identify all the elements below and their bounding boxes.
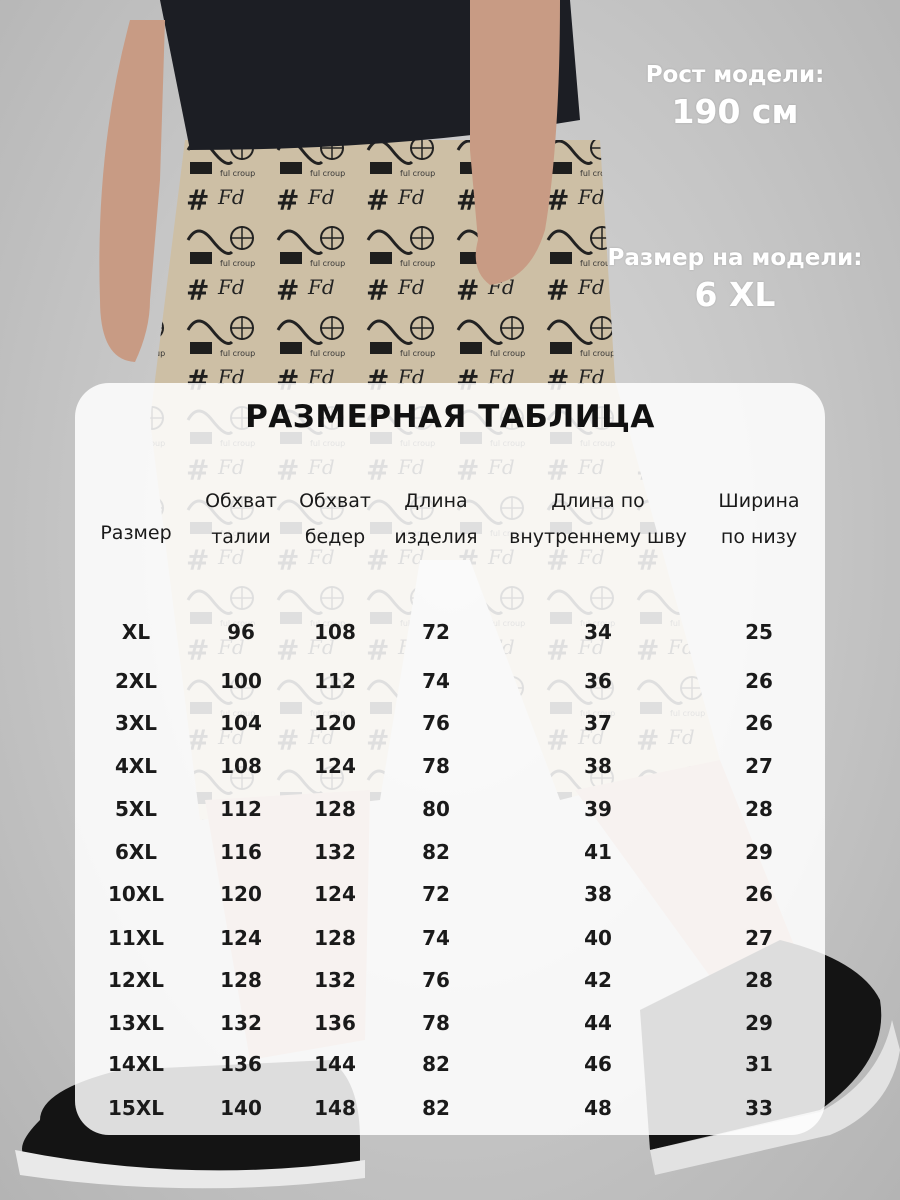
cell-size: 6XL — [114, 840, 158, 864]
header-hips — [285, 483, 385, 555]
cell-length: 80 — [422, 797, 450, 821]
cell-length: 82 — [422, 1052, 450, 1076]
header-waist — [197, 483, 285, 555]
cell-inseam: 42 — [584, 968, 612, 992]
cell-hem: 28 — [745, 797, 773, 821]
cell-size: 12XL — [108, 968, 164, 992]
header-hips-line1: Обхват — [299, 490, 371, 512]
model-size-label: Размер на модели: — [607, 245, 863, 271]
cell-hem: 28 — [745, 968, 773, 992]
cell-hem: 29 — [745, 1011, 773, 1035]
cell-inseam: 41 — [584, 840, 612, 864]
cell-length: 76 — [422, 968, 450, 992]
cell-length: 82 — [422, 840, 450, 864]
cell-length: 76 — [422, 711, 450, 735]
cell-hips: 148 — [314, 1096, 356, 1120]
cell-waist: 112 — [220, 797, 262, 821]
cell-size: 14XL — [108, 1052, 164, 1076]
header-inseam-line2: внутреннему шву — [509, 526, 687, 548]
cell-size: 13XL — [108, 1011, 164, 1035]
cell-size: 10XL — [108, 882, 164, 906]
table-row — [75, 1049, 825, 1079]
header-inseam-line1: Длина по — [551, 490, 645, 512]
model-size-value: 6 XL — [694, 275, 776, 314]
header-length — [385, 483, 487, 555]
cell-waist: 116 — [220, 840, 262, 864]
cell-inseam: 38 — [584, 882, 612, 906]
cell-size: 3XL — [114, 711, 158, 735]
cell-hem: 26 — [745, 882, 773, 906]
header-hem-line1: Ширина — [718, 490, 800, 512]
cell-hem: 26 — [745, 669, 773, 693]
cell-hips: 128 — [314, 926, 356, 950]
table-row — [75, 794, 825, 824]
cell-hem: 27 — [745, 754, 773, 778]
cell-hem: 25 — [745, 620, 773, 644]
cell-hips: 108 — [314, 620, 356, 644]
cell-length: 82 — [422, 1096, 450, 1120]
cell-size: 4XL — [114, 754, 158, 778]
cell-size: 11XL — [108, 926, 164, 950]
cell-hem: 27 — [745, 926, 773, 950]
cell-length: 78 — [422, 1011, 450, 1035]
header-size — [75, 515, 197, 551]
table-row — [75, 1093, 825, 1123]
cell-hips: 124 — [314, 754, 356, 778]
table-row — [75, 751, 825, 781]
header-hem — [709, 483, 809, 555]
cell-waist: 96 — [227, 620, 255, 644]
table-row — [75, 617, 825, 647]
cell-waist: 100 — [220, 669, 262, 693]
cell-hem: 33 — [745, 1096, 773, 1120]
table-row — [75, 923, 825, 953]
cell-inseam: 40 — [584, 926, 612, 950]
table-row — [75, 965, 825, 995]
cell-inseam: 46 — [584, 1052, 612, 1076]
cell-size: 5XL — [114, 797, 158, 821]
cell-length: 72 — [422, 620, 450, 644]
cell-size: 2XL — [114, 669, 158, 693]
cell-inseam: 36 — [584, 669, 612, 693]
header-length-line1: Длина — [404, 490, 468, 512]
header-length-line2: изделия — [394, 526, 478, 548]
table-row — [75, 1008, 825, 1038]
cell-waist: 128 — [220, 968, 262, 992]
cell-waist: 108 — [220, 754, 262, 778]
table-row — [75, 879, 825, 909]
header-waist-line2: талии — [211, 526, 271, 548]
size-chart-card — [75, 383, 825, 1135]
cell-hips: 124 — [314, 882, 356, 906]
cell-waist: 140 — [220, 1096, 262, 1120]
header-size-text: Размер — [100, 522, 172, 544]
cell-size: 15XL — [108, 1096, 164, 1120]
model-size-block — [590, 245, 880, 314]
header-hips-line2: бедер — [304, 526, 366, 548]
cell-waist: 120 — [220, 882, 262, 906]
table-row — [75, 708, 825, 738]
cell-length: 78 — [422, 754, 450, 778]
cell-inseam: 37 — [584, 711, 612, 735]
cell-hips: 120 — [314, 711, 356, 735]
cell-inseam: 34 — [584, 620, 612, 644]
cell-hips: 132 — [314, 840, 356, 864]
header-inseam — [487, 483, 709, 555]
cell-hips: 144 — [314, 1052, 356, 1076]
cell-hips: 112 — [314, 669, 356, 693]
cell-length: 72 — [422, 882, 450, 906]
cell-waist: 132 — [220, 1011, 262, 1035]
cell-inseam: 44 — [584, 1011, 612, 1035]
cell-hips: 128 — [314, 797, 356, 821]
model-height-label: Рост модели: — [645, 62, 825, 88]
table-row — [75, 837, 825, 867]
size-chart-title: РАЗМЕРНАЯ ТАБЛИЦА — [245, 399, 655, 435]
table-row — [75, 666, 825, 696]
cell-waist: 124 — [220, 926, 262, 950]
cell-inseam: 48 — [584, 1096, 612, 1120]
header-waist-line1: Обхват — [205, 490, 277, 512]
cell-inseam: 38 — [584, 754, 612, 778]
cell-length: 74 — [422, 926, 450, 950]
cell-hips: 136 — [314, 1011, 356, 1035]
model-height-block — [590, 62, 880, 131]
cell-hips: 132 — [314, 968, 356, 992]
cell-waist: 104 — [220, 711, 262, 735]
cell-length: 74 — [422, 669, 450, 693]
model-height-value: 190 см — [671, 92, 799, 131]
cell-size: XL — [121, 620, 151, 644]
cell-hem: 29 — [745, 840, 773, 864]
cell-hem: 26 — [745, 711, 773, 735]
cell-waist: 136 — [220, 1052, 262, 1076]
cell-inseam: 39 — [584, 797, 612, 821]
cell-hem: 31 — [745, 1052, 773, 1076]
header-hem-line2: по низу — [720, 526, 798, 548]
